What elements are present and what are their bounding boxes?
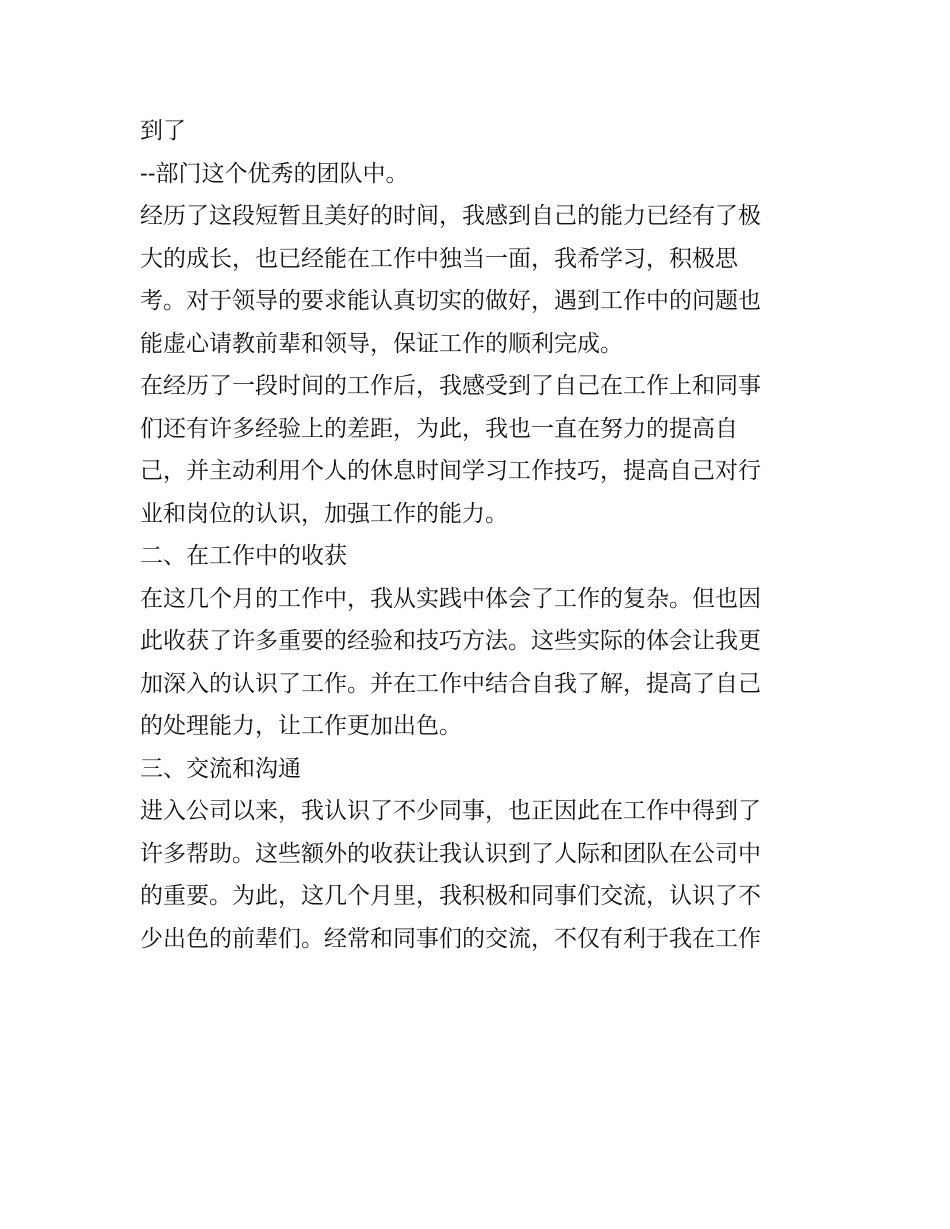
text-line: 此收获了许多重要的经验和技巧方法。这些实际的体会让我更 (140, 628, 761, 654)
text-line: 到了 (140, 118, 186, 144)
text-line: 进入公司以来，我认识了不少同事，也正因此在工作中得到了 (140, 798, 761, 824)
text-line: 的处理能力，让工作更加出色。 (140, 713, 462, 739)
text-line: 们还有许多经验上的差距，为此，我也一直在努力的提高自 (140, 415, 738, 442)
text-line: 少出色的前辈们。经常和同事们的交流，不仅有利于我在工作 (140, 925, 761, 952)
text-line: 加深入的认识了工作。并在工作中结合自我了解，提高了自己 (140, 670, 761, 697)
text-line: 在这几个月的工作中，我从实践中体会了工作的复杂。但也因 (140, 585, 761, 612)
text-line: 经历了这段短暂且美好的时间，我感到自己的能力已经有了极 (140, 203, 761, 229)
section-heading: 二、在工作中的收获 (140, 543, 347, 569)
text-line: --部门这个优秀的团队中。 (140, 160, 409, 187)
document-body (140, 110, 820, 960)
text-line: 业和岗位的认识，加强工作的能力。 (140, 500, 508, 527)
text-line: 在经历了一段时间的工作后，我感受到了自己在工作上和同事 (140, 373, 761, 399)
section-heading: 三、交流和沟通 (140, 755, 301, 782)
text-line: 己，并主动利用个人的休息时间学习工作技巧，提高自己对行 (140, 458, 761, 484)
text-line: 的重要。为此，这几个月里，我积极和同事们交流，认识了不 (140, 883, 761, 909)
text-line: 大的成长，也已经能在工作中独当一面，我希学习，积极思 (140, 245, 738, 272)
text-line: 许多帮助。这些额外的收获让我认识到了人际和团队在公司中 (140, 840, 761, 867)
text-line: 能虚心请教前辈和领导，保证工作的顺利完成。 (140, 330, 623, 357)
text-line: 考。对于领导的要求能认真切实的做好，遇到工作中的问题也 (140, 288, 761, 314)
